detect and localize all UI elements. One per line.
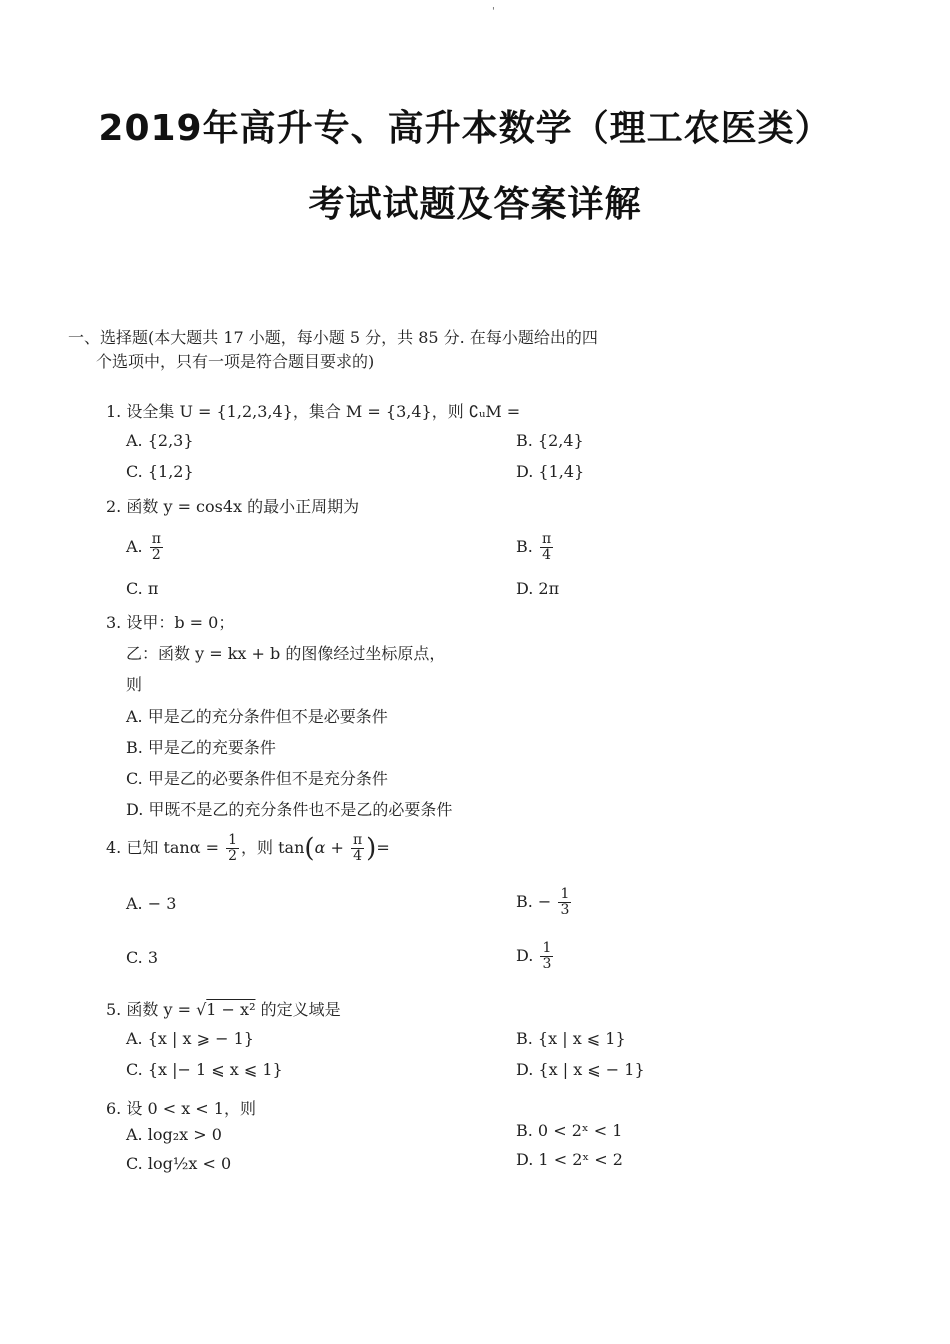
q5-option-c: C. {x |− 1 ⩽ x ⩽ 1} — [126, 1060, 283, 1079]
q4-stem-four: 4 — [353, 848, 363, 864]
q4-stem-pre: 4. 已知 tanα = — [106, 838, 220, 857]
q3-option-c: C. 甲是乙的必要条件但不是充分条件 — [126, 769, 388, 788]
q1-option-c: C. {1,2} — [126, 462, 194, 481]
q4-option-c: C. 3 — [126, 948, 159, 967]
q4-b-num: 1 — [560, 886, 570, 902]
q4-option-a: A. − 3 — [126, 894, 177, 913]
q2-option-a — [126, 532, 165, 563]
q2-a-num: π — [151, 531, 161, 547]
q4-stem-mid: ，则 tan — [241, 838, 305, 857]
q6-option-b: B. 0 < 2ˣ < 1 — [516, 1121, 623, 1140]
q3-stem-line3: 则 — [126, 675, 143, 694]
q4-d-den: 3 — [542, 956, 552, 972]
section-line2: 个选项中，只有一项是符合题目要求的) — [96, 352, 375, 371]
q4-stem — [106, 833, 390, 864]
q4-right-paren: ) — [366, 833, 377, 864]
q2-a-label: A. — [126, 537, 143, 556]
q5-option-b: B. {x | x ⩽ 1} — [516, 1029, 626, 1048]
page-title-line1: 2019年高升专、高升本数学（理工农医类） — [98, 108, 832, 149]
q5-stem-post: 的定义域是 — [260, 1000, 341, 1019]
q3-option-b: B. 甲是乙的充要条件 — [126, 738, 276, 757]
q1-stem: 1. 设全集 U = {1,2,3,4}，集合 M = {3,4}，则 ∁ᵤM = — [106, 402, 521, 421]
q6-option-c: C. log½x < 0 — [126, 1154, 232, 1173]
q3-stem-line2: 乙：函数 y = kx + b 的图像经过坐标原点， — [126, 644, 446, 663]
q2-b-label: B. — [516, 537, 533, 556]
q4-d-fraction — [540, 941, 553, 972]
q6-option-a: A. log₂x > 0 — [126, 1125, 222, 1144]
q2-a-fraction — [150, 532, 163, 563]
q3-option-d: D. 甲既不是乙的充分条件也不是乙的必要条件 — [126, 800, 453, 819]
q3-option-a: A. 甲是乙的充分条件但不是必要条件 — [126, 707, 388, 726]
q6-option-d: D. 1 < 2ˣ < 2 — [516, 1150, 623, 1169]
q5-stem — [106, 997, 341, 1020]
q4-stem-pi-fraction — [351, 833, 364, 864]
q2-b-num: π — [541, 531, 552, 547]
sqrt-icon: √ — [196, 1000, 207, 1019]
q5-option-d: D. {x | x ⩽ − 1} — [516, 1060, 645, 1079]
page-title-line2: 考试试题及答案详解 — [308, 184, 642, 225]
q4-stem-num: 1 — [228, 832, 238, 848]
q4-d-label: D. — [516, 946, 534, 965]
q4-stem-fraction — [226, 833, 239, 864]
q2-option-d: D. 2π — [516, 579, 560, 598]
q4-stem-den: 2 — [228, 848, 238, 864]
q6-stem: 6. 设 0 < x < 1，则 — [106, 1099, 256, 1118]
section-instructions — [68, 326, 668, 374]
q4-stem-end: = — [376, 838, 390, 857]
header-mark: ' — [492, 6, 495, 17]
q5-option-a: A. {x | x ⩾ − 1} — [126, 1029, 254, 1048]
section-line1: 一、选择题(本大题共 17 小题，每小题 5 分，共 85 分. 在每小题给出的四 — [68, 328, 598, 347]
q2-stem: 2. 函数 y = cos4x 的最小正周期为 — [106, 497, 360, 516]
q2-option-b — [516, 532, 555, 563]
q3-stem-line1: 3. 设甲：b = 0； — [106, 613, 235, 632]
q4-b-fraction — [558, 887, 571, 918]
q2-option-c: C. π — [126, 579, 159, 598]
q2-a-den: 2 — [151, 547, 161, 563]
q5-stem-root: 1 − x² — [206, 1000, 256, 1019]
q2-b-fraction — [540, 532, 553, 563]
q5-stem-pre: 5. 函数 y = — [106, 1000, 191, 1019]
q4-option-d — [516, 941, 555, 972]
q4-option-b — [516, 887, 573, 918]
q4-d-num: 1 — [542, 940, 552, 956]
q4-b-den: 3 — [560, 902, 570, 918]
q4-left-paren: ( — [304, 833, 315, 864]
q1-option-d: D. {1,4} — [516, 462, 585, 481]
q1-option-b: B. {2,4} — [516, 431, 584, 450]
q4-b-label: B. − — [516, 892, 552, 911]
q2-b-den: 4 — [542, 547, 551, 563]
q4-stem-alpha: α + — [314, 838, 344, 857]
q4-stem-pi: π — [352, 832, 363, 848]
q1-option-a: A. {2,3} — [126, 431, 194, 450]
